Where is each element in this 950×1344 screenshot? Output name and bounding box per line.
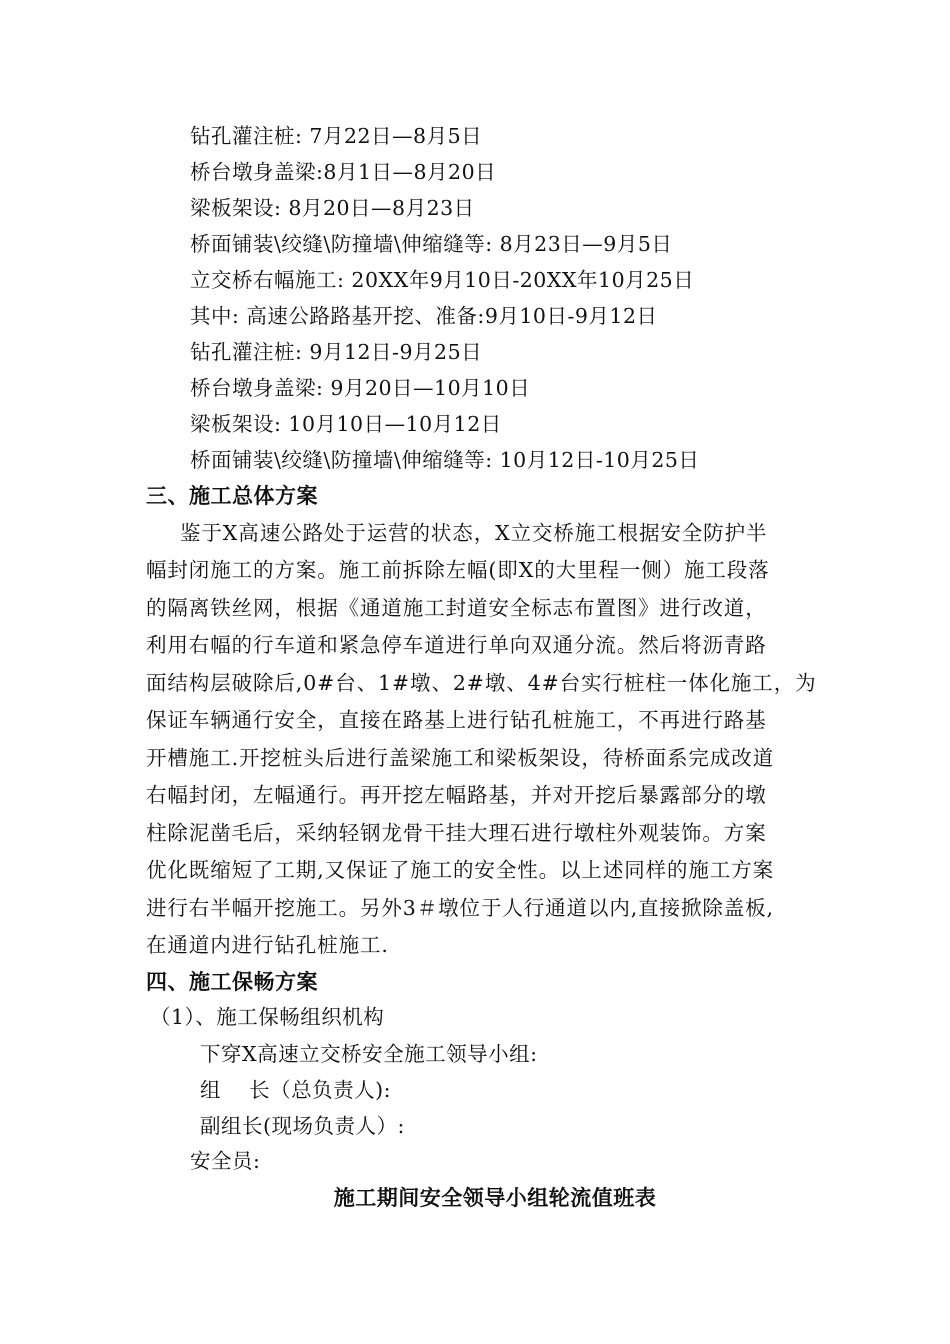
paragraph-line: 进行右半幅开挖施工。另外3＃墩位于人行通道以内,直接掀除盖板, [146, 896, 774, 920]
section-3-heading: 三、施工总体方案 [146, 483, 318, 508]
paragraph-line: 柱除泥凿毛后，采纳轻钢龙骨干挂大理石进行墩柱外观装饰。方案 [146, 821, 767, 845]
schedule-line: 立交桥右幅施工: 20XX年9月10日-20XX年10月25日 [190, 268, 695, 292]
org-line: 安全员: [190, 1149, 261, 1173]
table-title: 施工期间安全领导小组轮流值班表 [333, 1185, 657, 1210]
paragraph-line: 开槽施工.开挖桩头后进行盖梁施工和梁板架设，待桥面系完成改道 [146, 746, 775, 770]
schedule-line: 梁板架设: 10月10日—10月12日 [190, 412, 502, 436]
paragraph-line: 在通道内进行钻孔桩施工. [146, 933, 389, 957]
subsection-heading: （1）、施工保畅组织机构 [150, 1005, 385, 1029]
org-line: 副组长(现场负责人）: [200, 1114, 405, 1138]
schedule-line: 其中: 高速公路路基开挖、准备:9月10日-9月12日 [190, 304, 658, 328]
org-line: 组 长（总负责人): [200, 1078, 391, 1102]
org-line: 下穿X高速立交桥安全施工领导小组: [200, 1042, 538, 1066]
paragraph-line: 的隔离铁丝网，根据《通道施工封道安全标志布置图》进行改道， [146, 596, 767, 620]
paragraph-line: 利用右幅的行车道和紧急停车道进行单向双通分流。然后将沥青路 [146, 633, 767, 657]
paragraph-line: 鉴于X高速公路处于运营的状态，X立交桥施工根据安全防护半 [180, 521, 768, 545]
schedule-line: 梁板架设: 8月20日—8月23日 [190, 196, 475, 220]
schedule-line: 钻孔灌注桩: 9月12日-9月25日 [190, 340, 483, 364]
schedule-line: 桥台墩身盖梁: 9月20日—10月10日 [190, 376, 531, 400]
paragraph-line: 保证车辆通行安全，直接在路基上进行钻孔桩施工，不再进行路基 [146, 708, 767, 732]
paragraph-line: 优化既缩短了工期,又保证了施工的安全性。以上述同样的施工方案 [146, 858, 775, 882]
schedule-line: 桥台墩身盖梁:8月1日—8月20日 [190, 160, 497, 184]
paragraph-line: 幅封闭施工的方案。施工前拆除左幅(即X的大里程一侧）施工段落 [146, 558, 770, 582]
schedule-line: 桥面铺装\绞缝\防撞墙\伸缩缝等: 10月12日-10月25日 [190, 448, 700, 472]
schedule-line: 桥面铺装\绞缝\防撞墙\伸缩缝等: 8月23日—9月5日 [190, 232, 673, 256]
section-4-heading: 四、施工保畅方案 [146, 969, 318, 994]
paragraph-line: 右幅封闭，左幅通行。再开挖左幅路基，并对开挖后暴露部分的墩 [146, 783, 767, 807]
paragraph-line: 面结构层破除后,0#台、1#墩、2#墩、4#台实行桩柱一体化施工，为 [146, 671, 817, 695]
schedule-line: 钻孔灌注桩: 7月22日—8月5日 [190, 124, 483, 148]
